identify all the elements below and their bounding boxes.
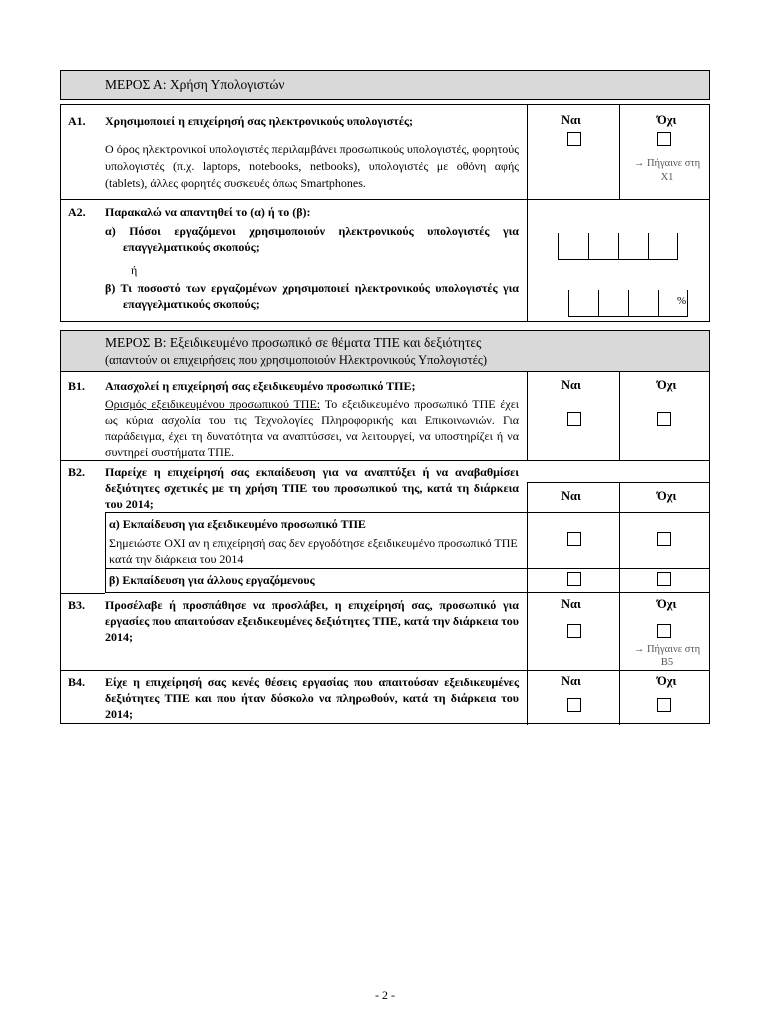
b2-number: Β2. bbox=[68, 465, 86, 479]
b1-no-checkbox[interactable] bbox=[657, 412, 671, 426]
b1-definition-text: Το εξειδικευμένο προσωπικό ΤΠΕ έχει ως κύρια ασχολία του τις Τεχνολογίες Πληροφορικής και Επικοινωνιών. Για παράδειγμα, έχει τη δυνατότητα να αναπτύσσει, να λειτουργεί, να υποστηρίζει ή να συντηρεί συστήματα ΤΠΕ. bbox=[105, 397, 519, 459]
part-b-title: ΜΕΡΟΣ Β: Εξειδικευμένο προσωπικό σε θέματα ΤΠΕ και δεξιότητες bbox=[105, 335, 482, 350]
part-b-section bbox=[60, 371, 710, 724]
a1-no-checkbox[interactable] bbox=[657, 132, 671, 146]
b2-yes-label: Ναι bbox=[561, 489, 581, 503]
b3-goto-target: Β5 bbox=[660, 657, 674, 668]
a1-question: Χρησιμοποιεί η επιχείρησή σας ηλεκτρονικούς υπολογιστές; bbox=[105, 114, 414, 128]
b3-yes-checkbox[interactable] bbox=[567, 624, 581, 638]
b3-yes-label: Ναι bbox=[561, 597, 581, 611]
b4-no-label: Όχι bbox=[657, 674, 677, 688]
b3-no-label: Όχι bbox=[657, 597, 677, 611]
a1-yes-checkbox[interactable] bbox=[567, 132, 581, 146]
a1-note: Ο όρος ηλεκτρονικοί υπολογιστές περιλαμβάνει προσωπικούς υπολογιστές, φορητούς υπολογιστές (π.χ. laptops, notebooks, netbooks), υπολογιστές με οθόνη αφής (tablets), άλλες φορητές συσκευές όπως Smartphones. bbox=[105, 142, 519, 190]
a2-or-label: ή bbox=[131, 263, 138, 277]
part-b-header bbox=[60, 330, 710, 372]
part-a-title: ΜΕΡΟΣ Α: Χρήση Υπολογιστών bbox=[105, 77, 285, 92]
b2-a-no-checkbox[interactable] bbox=[657, 532, 671, 546]
b4-yes-checkbox[interactable] bbox=[567, 698, 581, 712]
b2-no-label: Όχι bbox=[657, 489, 677, 503]
b1-question: Απασχολεί η επιχείρησή σας εξειδικευμένο προσωπικό ΤΠΕ; bbox=[105, 379, 416, 393]
b1-yes-label: Ναι bbox=[561, 378, 581, 392]
b1-definition bbox=[105, 396, 519, 460]
b3-no-checkbox[interactable] bbox=[657, 624, 671, 638]
b2-a-yes-checkbox[interactable] bbox=[567, 532, 581, 546]
b4-yes-label: Ναι bbox=[561, 674, 581, 688]
a2-question: Παρακαλώ να απαντηθεί το (α) ή το (β): bbox=[105, 205, 311, 219]
b1-yes-checkbox[interactable] bbox=[567, 412, 581, 426]
b2-a-label: α) Εκπαίδευση για εξειδικευμένο προσωπικό ΤΠΕ bbox=[109, 517, 366, 531]
b4-no-checkbox[interactable] bbox=[657, 698, 671, 712]
b4-question: Είχε η επιχείρησή σας κενές θέσεις εργασίας που απαιτούσαν εξειδικευμένες δεξιότητες ΤΠΕ και που ήταν δύσκολο να πληρωθούν, κατά τη διάρκεια του 2014; bbox=[105, 675, 519, 721]
a1-yes-label: Ναι bbox=[561, 113, 581, 127]
b2-b-yes-checkbox[interactable] bbox=[567, 572, 581, 586]
b3-goto-text: → Πήγαινε στη bbox=[633, 644, 701, 655]
a2-percent-sign: % bbox=[677, 295, 687, 307]
a1-goto-target: Χ1 bbox=[660, 172, 674, 183]
b2-b-no-checkbox[interactable] bbox=[657, 572, 671, 586]
b1-no-label: Όχι bbox=[657, 378, 677, 392]
page-number: - 2 - bbox=[375, 988, 395, 1002]
a2-employee-count-input[interactable] bbox=[558, 233, 678, 260]
a2-number: Α2. bbox=[68, 205, 86, 219]
a2-option-a: α) Πόσοι εργαζόμενοι χρησιμοποιούν ηλεκτρονικούς υπολογιστές για επαγγελματικούς σκοπούς; bbox=[105, 224, 519, 254]
b2-b-label: β) Εκπαίδευση για άλλους εργαζόμενους bbox=[109, 573, 315, 587]
a1-number: Α1. bbox=[68, 114, 86, 128]
b3-question: Προσέλαβε ή προσπάθησε να προσλάβει, η επιχείρησή σας, προσωπικό για εργασίες που απαιτούσαν εξειδικευμένες δεξιότητες ΤΠΕ, κατά την διάρκεια του 2014; bbox=[105, 598, 519, 644]
part-b-subtitle: (απαντούν οι επιχειρήσεις που χρησιμοποιούν Ηλεκτρονικούς Υπολογιστές) bbox=[105, 353, 488, 367]
a2-option-b: β) Τι ποσοστό των εργαζομένων χρησιμοποιεί ηλεκτρονικούς υπολογιστές για επαγγελματικούς σκοπούς; bbox=[105, 281, 519, 311]
b4-number: Β4. bbox=[68, 675, 86, 689]
part-a-header bbox=[60, 70, 710, 100]
b1-number: Β1. bbox=[68, 379, 86, 393]
b2-a-note: Σημειώστε ΟΧΙ αν η επιχείρησή σας δεν εργοδότησε εξειδικευμένο προσωπικό ΤΠΕ κατά την διάρκεια του 2014 bbox=[109, 536, 518, 566]
b2-question: Παρείχε η επιχείρησή σας εκπαίδευση για να αναπτύξει ή να αναβαθμίσει δεξιότητες σχετικές με τη χρήση ΤΠΕ του προσωπικού της, κατά τη διάρκεια του 2014; bbox=[105, 465, 519, 511]
b1-definition-label: Ορισμός εξειδικευμένου προσωπικού ΤΠΕ: bbox=[105, 397, 321, 411]
a2-percentage-input[interactable] bbox=[568, 290, 688, 317]
a1-goto-text: → Πήγαινε στη bbox=[633, 158, 701, 169]
a1-no-label: Όχι bbox=[657, 113, 677, 127]
part-a-section bbox=[60, 104, 710, 322]
b3-number: Β3. bbox=[68, 598, 86, 612]
